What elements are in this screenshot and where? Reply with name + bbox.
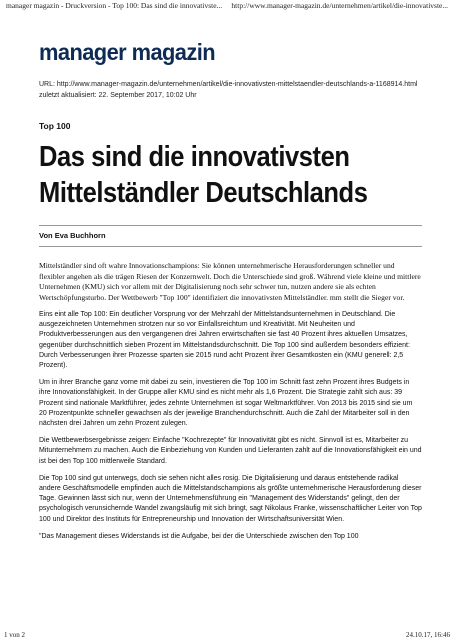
article-date: zuletzt aktualisiert: 22. September 2017, 10:02 Uhr	[39, 92, 197, 99]
print-header	[6, 1, 448, 13]
print-timestamp: 24.10.17, 16:46	[406, 631, 450, 639]
print-header-title: manager magazin - Druckversion - Top 100: Das sind die innovativste...	[6, 1, 223, 10]
article-paragraph: Die Wettbewerbsergebnisse zeigen: Einfache "Kochrezepte" für Innovativität gibt es nicht. Sinnvoll ist es, Mitarbeiter zu Mitunternehmern zu machen. Auch die Einbeziehung von Kunden und Lieferanten zahlt auf die Innovationsfähigkeit ein und ist bei den Top 100 mittlerweile Standard.	[39, 437, 422, 465]
article-lead: Mittelständler sind oft wahre Innovationschampions: Sie können unternehmerische Herausforderungen schneller und flexibler angehen als die trägen Riesen der Konzernwelt. Doch die Unterschiede sind groß. Während viele kleine und mittlere Unternehmen (KMU) sich vor allem mit der Digitalisierung noch sehr schwer tun, nutzen andere sie als echten Wertschöpfungsturbo. Der Wettbewerb "Top 100" identifiziert die innovativsten Mittelständler. mm stellt die Sieger vor.	[39, 261, 421, 302]
site-logo: manager magazin	[39, 39, 216, 65]
article	[39, 40, 422, 542]
divider	[39, 246, 422, 247]
article-paragraph: Eins eint alle Top 100: Ein deutlicher Vorsprung vor der Mehrzahl der Mittelstandsunternehmen in Deutschland. Die ausgezeichneten Unternehmen strotzen nur so vor Einfallsreichtum und Kreativität. Mit Neuheiten und Produktverbesserungen aus den vergangenen drei Jahren erwirtschaften sie fast 40 Prozent ihres aktuellen Umsatzes, gegenüber durchschnittlich sieben Prozent im Mittelstandsdurchschnitt. Die Top 100 sind außerdem besonders effizient: Durch Verbesserungen ihrer Prozesse sparten sie 2015 rund acht Prozent ihrer Gesamtkosten ein (KMU generell: 2,5 Prozent).	[39, 311, 410, 370]
article-author: Von Eva Buchhorn	[39, 231, 106, 240]
article-url: URL: http://www.manager-magazin.de/unternehmen/artikel/die-innovativsten-mittelstaendler-deutschlands-a-1168914.html	[39, 81, 418, 88]
article-paragraph: Um in ihrer Branche ganz vorne mit dabei zu sein, investieren die Top 100 im Schnitt fast zehn Prozent ihres Budgets in ihre Innovationsfähigkeit. In der Gruppe aller KMU sind es nicht mehr als 1,6 Prozent. Die Strategie zahlt sich aus: 39 Prozent sind nationale Marktführer, jedes zehnte Unternehmen ist sogar Weltmarktführer. Von 2013 bis 2015 sind sie um 20 Prozentpunkte schneller gewachsen als der jeweilige Branchendurchschnitt. Auch die Zahl der Mitarbeiter soll in den nächsten drei Jahren um zehn Prozent zulegen.	[39, 379, 413, 428]
print-header-url: http://www.manager-magazin.de/unternehmen/artikel/die-innovativste...	[231, 1, 448, 10]
article-kicker: Top 100	[39, 121, 71, 131]
article-paragraph: Die Top 100 sind gut unterwegs, doch sie sehen nicht alles rosig. Die Digitalisierung und daraus entstehende radikal andere Geschäftsmodelle empfinden auch die Mittelstandschampions als größte unternehmerische Herausforderung dieser Tage. Gewinnen lässt sich nur, wenn der Unternehmensführung ein "Management des Widerstands" gelingt, den der psychologisch verunsichernde Wandel zwangsläufig mit sich bringt, sagt Nikolaus Franke, wissenschaftlicher Leiter von Top 100 und Direktor des Instituts für Entrepreneurship und Innovation der Wirtschaftsuniversität Wien.	[39, 474, 422, 523]
print-footer	[4, 631, 450, 641]
article-headline: Das sind die innovativsten Mittelständler Deutschlands	[39, 141, 368, 209]
article-paragraph: "Das Management dieses Widerstands ist die Aufgabe, bei der die Unterschiede zwischen den Top 100	[39, 532, 359, 540]
divider	[39, 225, 422, 226]
page-number: 1 von 2	[4, 631, 25, 639]
article-meta	[39, 80, 422, 101]
